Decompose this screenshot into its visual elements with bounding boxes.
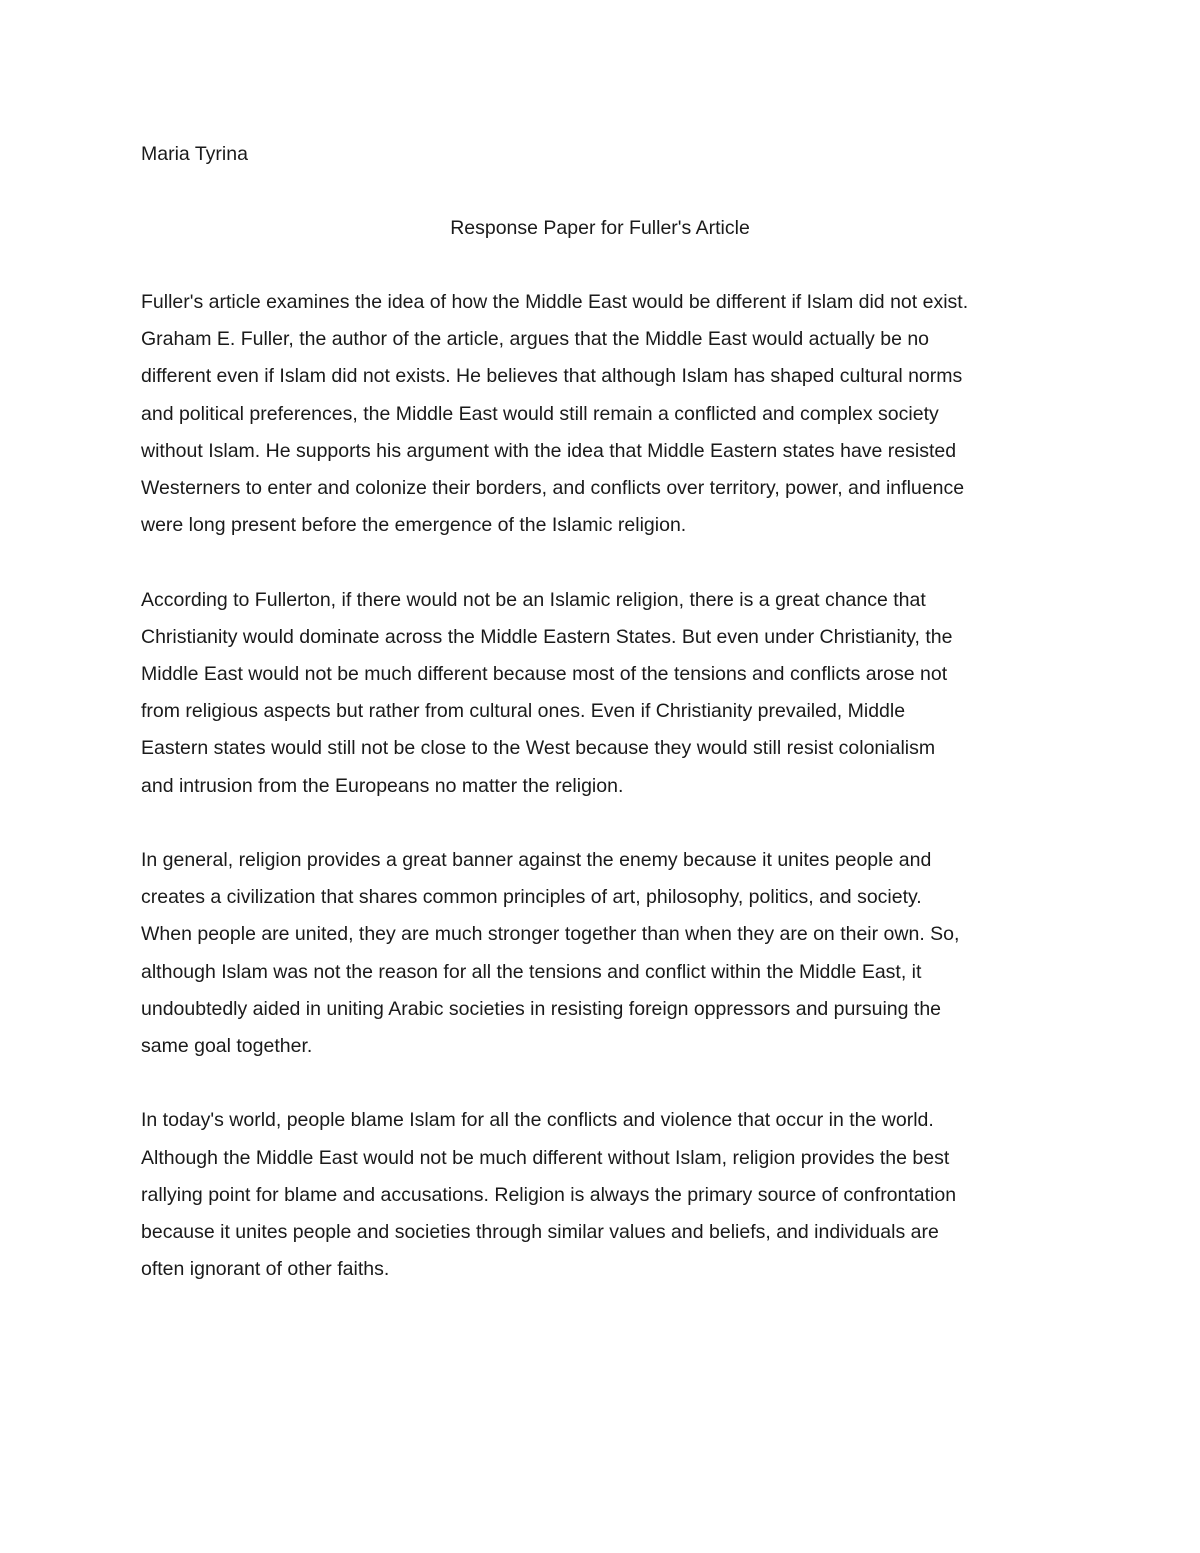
text-line: undoubtedly aided in uniting Arabic societies in resisting foreign oppressors and pursuing the [141, 997, 942, 1020]
text-line: creates a civilization that shares common principles of art, philosophy, politics, and society. [141, 886, 922, 909]
text-line: without Islam. He supports his argument with the idea that Middle Eastern states have resisted [141, 439, 957, 462]
text-line: because it unites people and societies through similar values and beliefs, and individuals are [141, 1221, 939, 1244]
text-line: and political preferences, the Middle East would still remain a conflicted and complex society [141, 402, 939, 425]
text-line: Middle East would not be much different because most of the tensions and conflicts arose not [141, 663, 948, 686]
author-name: Maria Tyrina [141, 143, 248, 165]
text-line: from religious aspects but rather from cultural ones. Even if Christianity prevailed, Middle [141, 700, 906, 723]
text-line: According to Fullerton, if there would not be an Islamic religion, there is a great chance that [141, 588, 926, 611]
text-line: rallying point for blame and accusations. Religion is always the primary source of confrontation [141, 1183, 957, 1206]
text-line: and intrusion from the Europeans no matter the religion. [141, 774, 624, 797]
text-line: Fuller's article examines the idea of how the Middle East would be different if Islam did not exist. [141, 291, 969, 313]
document-title: Response Paper for Fuller's Article [450, 217, 750, 239]
text-line: Eastern states would still not be close to the West because they would still resist colonialism [141, 737, 936, 760]
paragraph-3 [141, 842, 1081, 1065]
paragraph-1 [141, 284, 1081, 544]
text-line: Although the Middle East would not be much different without Islam, religion provides the best [141, 1146, 950, 1169]
text-line: In today's world, people blame Islam for all the conflicts and violence that occur in the world. [141, 1109, 934, 1132]
document-body [141, 284, 1081, 1326]
text-line: different even if Islam did not exists. He believes that although Islam has shaped cultural norms [141, 365, 963, 388]
text-line: Christianity would dominate across the Middle Eastern States. But even under Christianity, the [141, 625, 953, 648]
text-line: although Islam was not the reason for all the tensions and conflict within the Middle East, it [141, 960, 922, 983]
text-line: Westerners to enter and colonize their borders, and conflicts over territory, power, and influence [141, 477, 965, 500]
paragraph-2 [141, 582, 1081, 805]
text-line: same goal together. [141, 1035, 313, 1058]
text-line: Graham E. Fuller, the author of the article, argues that the Middle East would actually be no [141, 328, 930, 351]
text-line: often ignorant of other faiths. [141, 1258, 390, 1281]
text-line: When people are united, they are much stronger together than when they are on their own. So, [141, 923, 960, 946]
paragraph-4 [141, 1102, 1081, 1288]
text-line: In general, religion provides a great banner against the enemy because it unites people and [141, 849, 932, 872]
text-line: were long present before the emergence of the Islamic religion. [141, 514, 687, 537]
